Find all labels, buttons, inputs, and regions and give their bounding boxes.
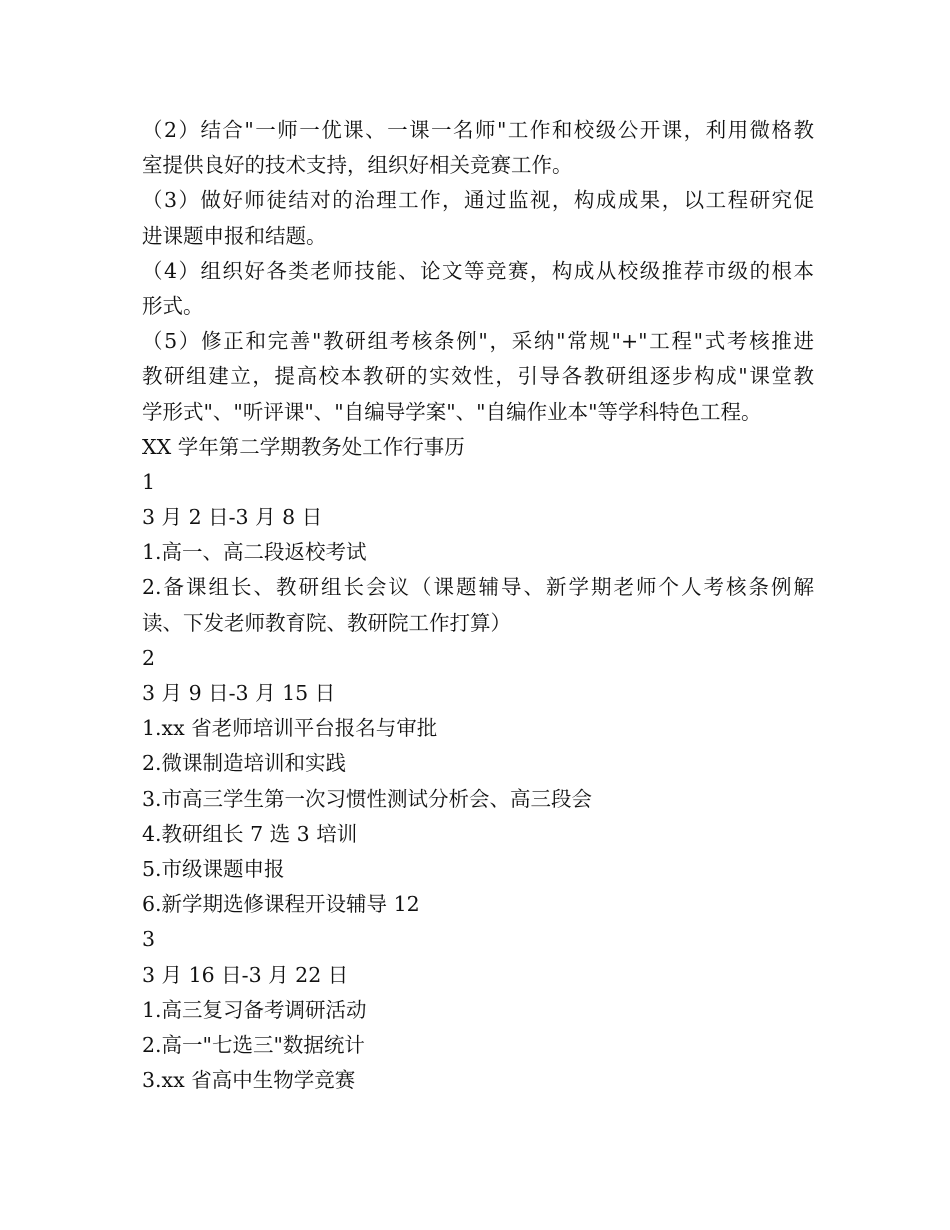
text-line: 教研组建立，提高校本教研的实效性，引导各教研组逐步构成"课堂教 [142,364,814,389]
text-line: 3.xx 省高中生物学竞赛 [142,1068,356,1093]
text-line: 1.xx 省老师培训平台报名与审批 [142,716,438,741]
text-line: 5.市级课题申报 [142,856,285,881]
text-line: 2 [142,645,156,670]
text-line: 进课题申报和结题。 [142,223,327,248]
text-line: 1.高三复习备考调研活动 [142,997,367,1022]
text-line: 1.高一、高二段返校考试 [142,540,367,565]
text-line: 2.高一"七选三"数据统计 [142,1032,365,1057]
text-line: 3 月 2 日-3 月 8 日 [142,505,323,530]
text-line: 3.市高三学生第一次习惯性测试分析会、高三段会 [142,786,593,811]
text-line: 形式。 [142,293,204,318]
text-line: 2.微课制造培训和实践 [142,751,347,776]
text-line: XX 学年第二学期教务处工作行事历 [142,434,465,459]
text-line: 室提供良好的技术支持，组织好相关竞赛工作。 [142,153,573,178]
text-line: 学形式"、"听评课"、"自编导学案"、"自编作业本"等学科特色工程。 [142,399,762,424]
text-line: 3 [142,927,156,952]
text-line: 1 [142,469,156,494]
text-line: 3 月 9 日-3 月 15 日 [142,681,336,705]
text-line: （3）做好师徒结对的治理工作，通过监视，构成成果，以工程研究促 [142,188,814,213]
text-line: 6.新学期选修课程开设辅导 12 [142,892,420,917]
text-line: 3 月 16 日-3 月 22 日 [142,962,349,987]
text-line: （5）修正和完善"教研组考核条例"，采纳"常规"+"工程"式考核推进 [142,329,814,354]
text-line: 2.备课组长、教研组长会议（课题辅导、新学期老师个人考核条例解 [142,575,814,600]
text-line: 4.教研组长 7 选 3 培训 [142,821,358,846]
text-line: （4）组织好各类老师技能、论文等竞赛，构成从校级推荐市级的根本 [142,258,814,283]
document-body [142,113,814,1098]
text-line: （2）结合"一师一优课、一课一名师"工作和校级公开课，利用微格教 [142,118,814,142]
text-line: 读、下发老师教育院、教研院工作打算） [142,610,511,635]
